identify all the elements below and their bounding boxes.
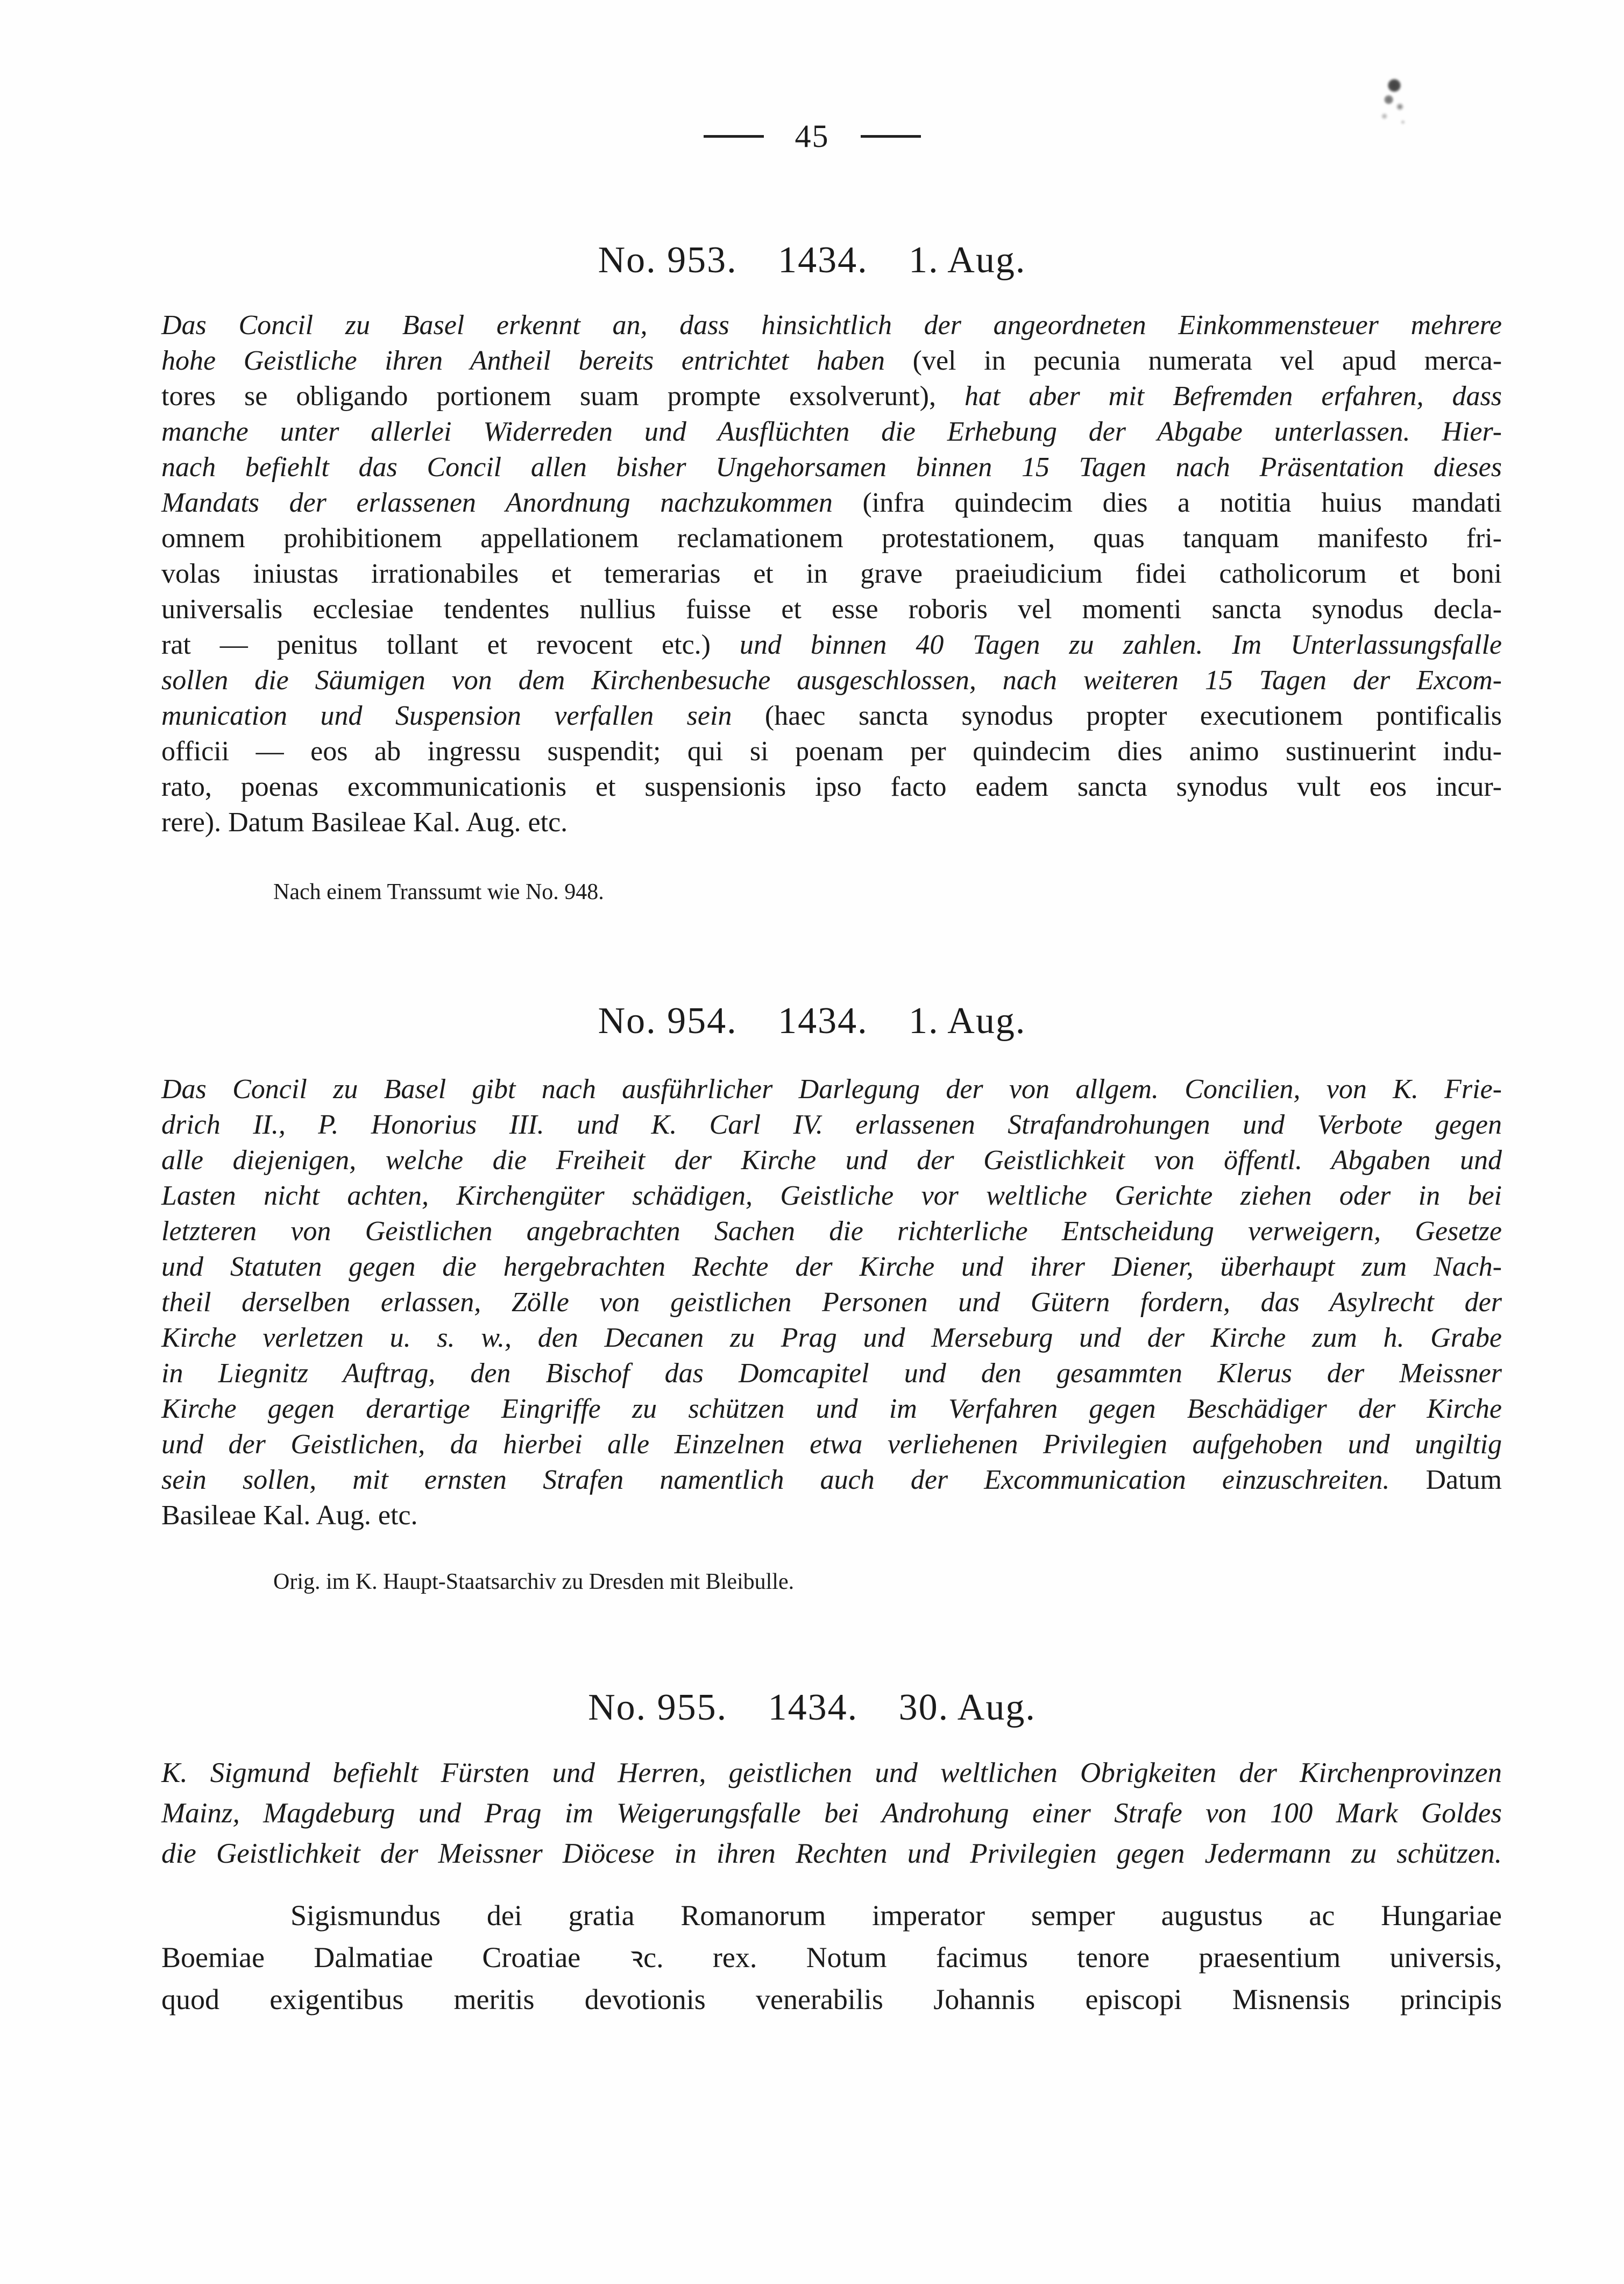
text-segment: Kirche verletzen u. s. w., den Decanen zu Prag und Merseburg und der Kirche zum h. Grabe (161, 1323, 1502, 1353)
text-line (161, 1356, 1502, 1391)
text-line (161, 1391, 1502, 1427)
text-segment: die Geistlichkeit der Meissner Diöcese in ihren Rechten und Privilegien gegen Jedermann zu schützen. (161, 1838, 1502, 1869)
header-dash-right (861, 135, 921, 138)
heading-year: 1434. (778, 1000, 868, 1042)
text-segment: officii — eos ab ingressu suspendit; qui si poenam per quindecim dies animo sustinuerint indu- (161, 736, 1502, 767)
text-line (161, 805, 1502, 840)
heading-year: 1434. (778, 239, 868, 281)
text-segment: Das Concil zu Basel gibt nach ausführlicher Darlegung der von allgem. Concilien, von K. Frie- (161, 1074, 1502, 1105)
text-segment: und der Geistlichen, da hierbei alle Einzelnen etwa verliehenen Privilegien aufgehoben und ungiltig (161, 1429, 1502, 1460)
text-segment: Kirche gegen derartige Eingriffe zu schützen und im Verfahren gegen Beschädiger der Kirche (161, 1394, 1502, 1424)
text-segment: Basileae Kal. Aug. etc. (161, 1500, 418, 1531)
text-segment: sein sollen, mit ernsten Strafen namentlich auch der Excommunication einzuschreiten. (161, 1465, 1426, 1495)
text-line (161, 1214, 1502, 1249)
text-line (161, 521, 1502, 556)
text-line (161, 308, 1502, 343)
heading-day: 1. Aug. (909, 1000, 1026, 1042)
heading-day: 1. Aug. (909, 239, 1026, 281)
heading-no: No. 954. (598, 1000, 737, 1042)
text-segment: omnem prohibitionem appellationem reclamationem protestationem, quas tanquam manifesto fri- (161, 523, 1502, 554)
text-line (161, 1462, 1502, 1498)
text-line (161, 1285, 1502, 1320)
text-segment: alle diejenigen, welche die Freiheit der Kirche und der Geistlichkeit von öffentl. Abgaben und (161, 1145, 1502, 1176)
text-line (161, 1936, 1502, 1978)
text-segment: universalis ecclesiae tendentes nullius fuisse et esse roboris vel momenti sancta synodus decla- (161, 594, 1502, 625)
ink-smudge (1371, 69, 1414, 128)
text-line (161, 1753, 1502, 1793)
entry-paragraph (161, 1072, 1502, 1533)
entry-summary-paragraph (161, 1753, 1502, 1874)
header-dash-left (704, 135, 764, 138)
text-line (161, 769, 1502, 805)
text-segment: in Liegnitz Auftrag, den Bischof das Domcapitel und den gesammten Klerus der Meissner (161, 1358, 1502, 1389)
text-segment: quod exigentibus meritis devotionis venerabilis Johannis episcopi Misnensis principis (161, 1983, 1502, 2016)
text-segment: theil derselben erlassen, Zölle von geistlichen Personen und Gütern fordern, das Asylrecht der (161, 1287, 1502, 1318)
text-segment: Das Concil zu Basel erkennt an, dass hinsichtlich der angeordneten Einkommensteuer mehrere (161, 310, 1502, 341)
text-line (161, 343, 1502, 379)
text-segment: letzteren von Geistlichen angebrachten Sachen die richterliche Entscheidung verweigern, Gesetze (161, 1216, 1502, 1247)
page-number: 45 (795, 118, 829, 154)
text-line (161, 1498, 1502, 1533)
entry-954 (0, 1001, 1624, 1596)
entry-953 (0, 240, 1624, 906)
text-line (161, 1978, 1502, 2020)
text-line (161, 1793, 1502, 1834)
text-segment: Boemiae Dalmatiae Croatiae ꝛc. rex. Notum facimus tenore praesentium universis, (161, 1941, 1502, 1974)
text-segment: volas iniustas irrationabiles et temerarias et in grave praeiudicium fidei catholicorum et boni (161, 558, 1502, 589)
text-segment: (infra quindecim dies a notitia huius mandati (862, 487, 1502, 518)
text-line (161, 1320, 1502, 1356)
text-line (161, 450, 1502, 485)
text-line (161, 1178, 1502, 1214)
archival-note: Nach einem Transsumt wie No. 948. (273, 880, 604, 904)
text-segment: tores se obligando portionem suam prompte exsolverunt), (161, 381, 965, 412)
text-line (161, 1072, 1502, 1107)
text-segment: (haec sancta synodus propter executionem pontificalis (764, 701, 1502, 731)
text-line (161, 592, 1502, 627)
entry-paragraph (161, 308, 1502, 840)
text-segment: manche unter allerlei Widerreden und Ausflüchten die Erhebung der Abgabe unterlassen. Hier- (161, 416, 1502, 447)
text-line (161, 379, 1502, 414)
text-line (161, 485, 1502, 521)
text-line (161, 1894, 1502, 1936)
text-segment: (vel in pecunia numerata vel apud merca- (912, 345, 1502, 376)
text-line (161, 556, 1502, 592)
text-segment: hohe Geistliche ihren Antheil bereits entrichtet haben (161, 345, 913, 376)
heading-no: No. 953. (598, 239, 737, 281)
text-line (161, 414, 1502, 450)
text-segment: hat aber mit Befremden erfahren, dass (964, 381, 1502, 412)
text-segment: rat — penitus tollant et revocent etc.) (161, 630, 740, 660)
text-segment: Sigismundus dei gratia Romanorum imperator semper augustus ac Hungariae (290, 1899, 1502, 1932)
text-segment: sollen die Säumigen von dem Kirchenbesuche ausgeschlossen, nach weiteren 15 Tagen der Excom- (161, 665, 1502, 696)
text-line (161, 1107, 1502, 1143)
entry-heading (0, 1687, 1624, 1728)
entry-heading (0, 240, 1624, 281)
text-line (161, 1834, 1502, 1874)
text-segment: Lasten nicht achten, Kirchengüter schädigen, Geistliche vor weltliche Gerichte ziehen oder in bei (161, 1180, 1502, 1211)
text-line (161, 698, 1502, 734)
text-line (161, 1249, 1502, 1285)
entry-heading (0, 1001, 1624, 1042)
text-segment: rere). Datum Basileae Kal. Aug. etc. (161, 807, 568, 838)
text-segment: und binnen 40 Tagen zu zahlen. Im Unterlassungsfalle (739, 630, 1502, 660)
text-line (161, 1427, 1502, 1462)
entry-955 (0, 1687, 1624, 2020)
heading-year: 1434. (768, 1687, 859, 1728)
text-segment: Mandats der erlassenen Anordnung nachzukommen (161, 487, 863, 518)
text-line (161, 734, 1502, 769)
text-segment: rato, poenas excommunicationis et suspensionis ipso facto eadem sancta synodus vult eos incur- (161, 772, 1502, 802)
text-segment: und Statuten gegen die hergebrachten Rechte der Kirche und ihrer Diener, überhaupt zum Nach- (161, 1251, 1502, 1282)
text-segment: nach befiehlt das Concil allen bisher Ungehorsamen binnen 15 Tagen nach Präsentation dieses (161, 452, 1502, 483)
text-segment: Datum (1426, 1465, 1502, 1495)
text-segment: munication und Suspension verfallen sein (161, 701, 765, 731)
text-segment: Mainz, Magdeburg und Prag im Weigerungsfalle bei Androhung einer Strafe von 100 Mark Goldes (161, 1798, 1502, 1829)
text-segment: K. Sigmund befiehlt Fürsten und Herren, geistlichen und weltlichen Obrigkeiten der Kirchenprovinzen (161, 1757, 1502, 1788)
text-segment: drich II., P. Honorius III. und K. Carl IV. erlassenen Strafandrohungen und Verbote gegen (161, 1109, 1502, 1140)
text-line (161, 663, 1502, 698)
heading-no: No. 955. (588, 1687, 728, 1728)
text-line (161, 627, 1502, 663)
text-line (161, 1143, 1502, 1178)
entry-text-paragraph (161, 1894, 1502, 2020)
heading-day: 30. Aug. (898, 1687, 1036, 1728)
archival-note: Orig. im K. Haupt-Staatsarchiv zu Dresden mit Bleibulle. (273, 1569, 795, 1594)
